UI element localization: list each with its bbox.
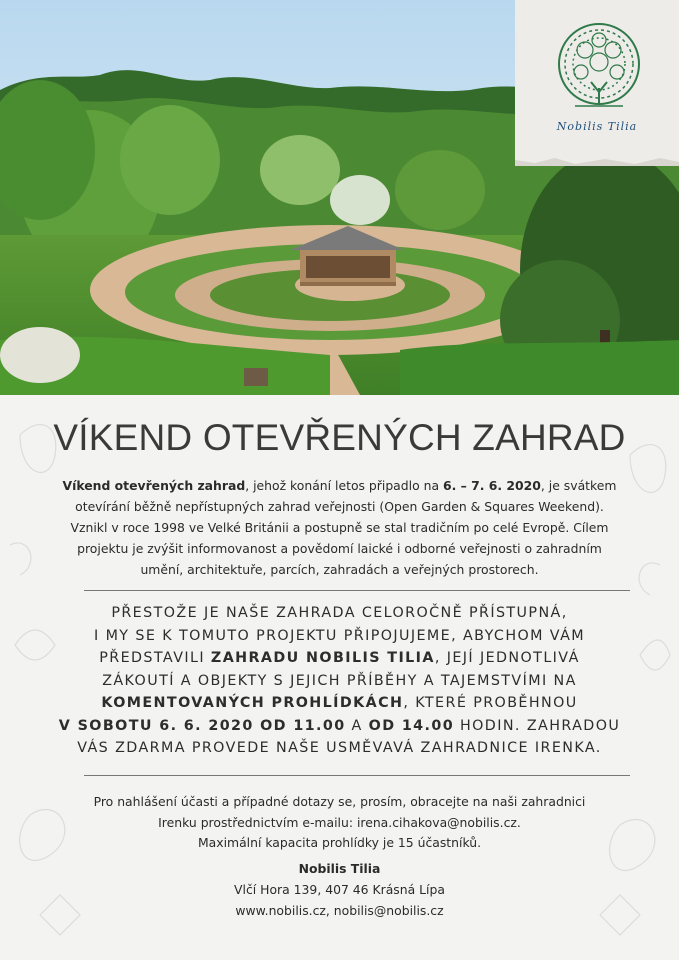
announcement-line-6 bbox=[30, 715, 649, 738]
intro-tail: , je svátkem bbox=[540, 478, 617, 493]
announcement-line-6-mid: A bbox=[345, 717, 369, 734]
content-area bbox=[0, 395, 679, 960]
contact-line-3: Maximální kapacita prohlídky je 15 účastníků. bbox=[197, 835, 482, 850]
announcement-paragraph bbox=[30, 602, 649, 760]
contact-line-2: Irenku prostřednictvím e-mailu: irena.cihakova@nobilis.cz. bbox=[158, 814, 521, 830]
page-title: VÍKEND OTEVŘENÝCH ZAHRAD bbox=[53, 417, 626, 458]
announcement-line-3-pre: PŘEDSTAVILI bbox=[99, 650, 211, 666]
intro-line-5: umění, architektuře, parcích, zahradách a veřejných prostorech. bbox=[140, 562, 539, 577]
tour-time-2: OD 14.00 bbox=[368, 717, 455, 734]
website-and-email[interactable]: www.nobilis.cz, nobilis@nobilis.cz bbox=[235, 903, 444, 918]
announcement-line-5-post: , KTERÉ PROBĚHNOU bbox=[403, 695, 578, 711]
logo-text: Nobilis Tilia bbox=[556, 120, 638, 133]
intro-line-2: otevírání běžně nepřístupných zahrad veřejnosti (Open Garden & Squares Weekend). bbox=[75, 499, 604, 514]
garden-name: ZAHRADU NOBILIS TILIA bbox=[210, 650, 435, 666]
intro-bold-title: Víkend otevřených zahrad bbox=[62, 478, 246, 493]
divider-top bbox=[84, 590, 630, 591]
intro-dates: 6. – 7. 6. 2020 bbox=[443, 478, 541, 493]
guided-tours: KOMENTOVANÝCH PROHLÍDKÁCH bbox=[101, 695, 404, 711]
intro-line-4: projektu je zvýšit informovanost a povědomí laické i odborné veřejnosti o zahradním bbox=[77, 541, 602, 556]
announcement-line-7: VÁS ZDARMA PROVEDE NAŠE USMĚVAVÁ ZAHRADNICE IRENKA. bbox=[77, 740, 602, 756]
organization-name: Nobilis Tilia bbox=[298, 861, 381, 876]
contact-paragraph bbox=[40, 792, 639, 854]
tree-logo-icon bbox=[515, 0, 679, 166]
announcement-line-6-post: HODIN. ZAHRADOU bbox=[454, 717, 621, 734]
address: Vlčí Hora 139, 407 46 Krásná Lípa bbox=[234, 882, 445, 897]
announcement-line-2: I MY SE K TOMUTO PROJEKTU PŘIPOJUJEME, ABYCHOM VÁM bbox=[94, 627, 585, 644]
intro-paragraph bbox=[48, 475, 631, 580]
logo-card bbox=[515, 0, 679, 166]
intro-line-1 bbox=[48, 475, 631, 496]
contact-line-1: Pro nahlášení účasti a případné dotazy se, prosím, obracejte na naši zahradnici bbox=[93, 794, 586, 809]
announcement-line-5 bbox=[30, 692, 649, 715]
announcement-line-4: ZÁKOUTÍ A OBJEKTY S JEJICH PŘÍBĚHY A TAJEMSTVÍMI NA bbox=[102, 672, 577, 689]
intro-text: , jehož konání letos připadlo na bbox=[245, 478, 443, 493]
announcement-line-3 bbox=[30, 647, 649, 670]
divider-bottom bbox=[84, 775, 630, 776]
intro-line-3: Vznikl v roce 1998 ve Velké Británii a postupně se stal tradičním po celé Evropě. Cílem bbox=[70, 520, 609, 535]
tour-time-1: V SOBOTU 6. 6. 2020 OD 11.00 bbox=[58, 717, 346, 734]
announcement-line-1: PŘESTOŽE JE NAŠE ZAHRADA CELOROČNĚ PŘÍSTUPNÁ, bbox=[111, 605, 568, 621]
announcement-line-3-post: , JEJÍ JEDNOTLIVÁ bbox=[434, 650, 580, 666]
